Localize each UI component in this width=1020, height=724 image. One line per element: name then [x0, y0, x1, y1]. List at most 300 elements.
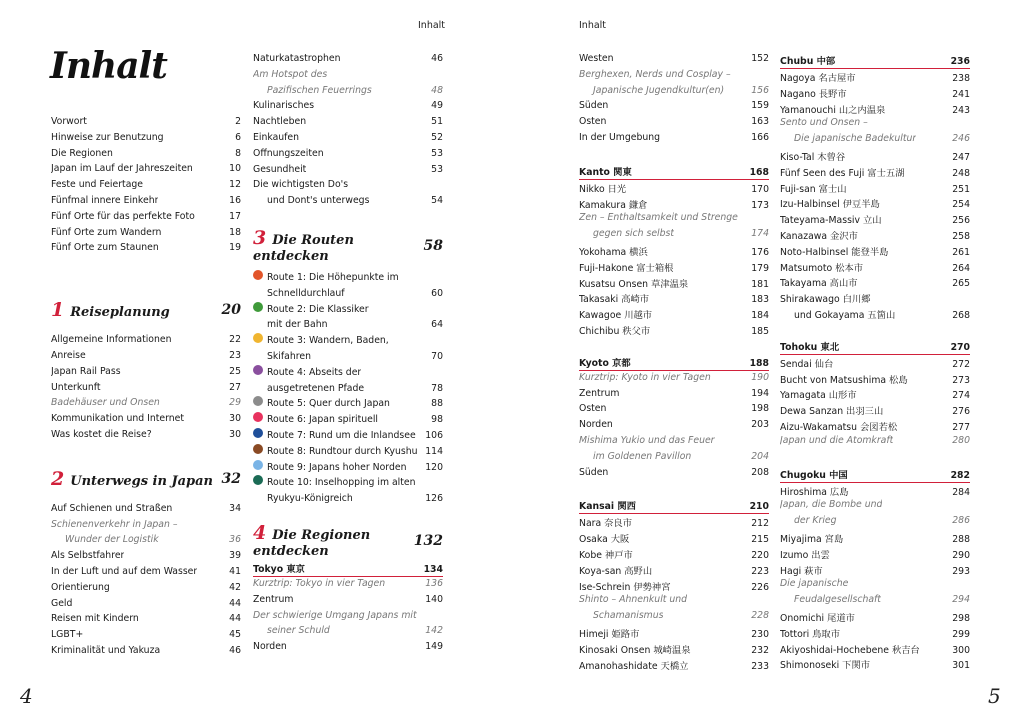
toc-entry-label: Kommunikation und Internet: [51, 413, 185, 425]
toc-entry[interactable]: [579, 372, 769, 388]
toc-entry-label: Die Regionen: [51, 147, 113, 159]
toc-entry[interactable]: [780, 70, 970, 86]
toc-entry[interactable]: [253, 428, 443, 444]
route-color-dot-icon: [253, 302, 263, 312]
toc-entry[interactable]: [780, 372, 970, 388]
toc-entry-label: Kanto 関東: [579, 166, 632, 178]
toc-entry[interactable]: [253, 53, 443, 69]
toc-entry[interactable]: [780, 149, 970, 165]
toc-entry[interactable]: [780, 499, 970, 515]
toc-entry[interactable]: [51, 116, 241, 132]
spacer: [51, 491, 241, 503]
toc-entry[interactable]: [579, 181, 769, 197]
toc-entry[interactable]: [780, 165, 970, 181]
toc-entry-label: Süden: [579, 466, 609, 478]
toc-entry[interactable]: [780, 578, 970, 594]
toc-entry-label: Onomichi 尾道市: [780, 612, 855, 624]
toc-entry[interactable]: [253, 491, 443, 507]
toc-entry-page: 294: [952, 594, 970, 606]
toc-entry[interactable]: [780, 117, 970, 133]
toc-entry-page: 98: [431, 414, 443, 426]
toc-entry-label: Hagi 萩市: [780, 565, 823, 577]
toc-entry[interactable]: [51, 645, 241, 661]
toc-entry-label: Tokyo 東京: [253, 563, 305, 575]
toc-entry[interactable]: [579, 116, 769, 132]
toc-entry-label: Gesundheit: [253, 163, 307, 175]
toc-entry-page: 53: [431, 147, 443, 159]
toc-entry-label: Ise-Schrein 伊勢神宮: [579, 581, 671, 593]
toc-entry[interactable]: [51, 382, 241, 398]
toc-entry[interactable]: [780, 419, 970, 435]
toc-entry-page: 45: [229, 629, 241, 641]
toc-entry-label: Zentrum: [253, 593, 294, 605]
toc-entry[interactable]: [253, 100, 443, 116]
toc-entry-page: 10: [229, 163, 241, 175]
toc-entry-label: Wunder der Logistik: [65, 534, 159, 546]
toc-entry[interactable]: [51, 582, 241, 598]
toc-entry-label: Hinweise zur Benutzung: [51, 131, 164, 143]
toc-entry[interactable]: [51, 566, 241, 582]
toc-entry-page: 185: [751, 325, 769, 337]
toc-entry-label: Izumo 出雲: [780, 549, 830, 561]
toc-entry-label: Feudalgesellschaft: [794, 594, 881, 606]
toc-entry[interactable]: [579, 276, 769, 292]
toc-entry[interactable]: [579, 626, 769, 642]
toc-entry-page: 210: [749, 501, 769, 513]
toc-entry-label: Kusatsu Onsen 草津温泉: [579, 278, 689, 290]
toc-entry-label: Zentrum: [579, 387, 620, 399]
toc-entry[interactable]: [579, 579, 769, 595]
toc-entry-label: Schnelldurchlauf: [267, 287, 345, 299]
toc-entry[interactable]: [253, 302, 443, 318]
toc-entry-page: 173: [751, 199, 769, 211]
toc-entry-label: Route 2: Die Klassiker: [267, 303, 369, 315]
toc-entry-page: 290: [952, 549, 970, 561]
toc-entry[interactable]: [253, 460, 443, 476]
toc-entry-page: 181: [751, 278, 769, 290]
toc-entry-label: mit der Bahn: [267, 319, 328, 331]
toc-entry[interactable]: [579, 132, 769, 148]
toc-entry-page: 233: [751, 660, 769, 672]
spacer: [51, 445, 241, 467]
toc-entry-label: Japan im Lauf der Jahreszeiten: [51, 163, 193, 175]
toc-entry[interactable]: [51, 503, 241, 519]
toc-entry-page: 238: [952, 73, 970, 84]
chapter-heading[interactable]: [253, 227, 443, 265]
toc-entry-label: Berghexen, Nerds und Cosplay –: [579, 68, 731, 80]
toc-entry-label: Chubu 中部: [780, 56, 836, 67]
toc-entry[interactable]: [780, 594, 970, 610]
toc-entry-page: 215: [751, 534, 769, 546]
toc-entry[interactable]: [780, 515, 970, 531]
toc-entry-label: Am Hotspot des: [253, 68, 328, 80]
toc-column-2: [253, 53, 443, 657]
toc-entry-page: 288: [952, 533, 970, 545]
toc-entry-page: 41: [229, 565, 241, 577]
toc-entry-label: Sento und Onsen –: [780, 117, 868, 129]
toc-entry[interactable]: [51, 429, 241, 445]
page-title: Inhalt: [50, 45, 167, 87]
toc-entry-label: Izu-Halbinsel 伊豆半島: [780, 199, 880, 211]
toc-entry-label: Norden: [253, 641, 287, 653]
toc-entry-label: Öffnungszeiten: [253, 147, 324, 159]
toc-entry-page: 170: [751, 183, 769, 195]
toc-entry[interactable]: [253, 85, 443, 101]
toc-entry[interactable]: [780, 531, 970, 547]
toc-entry[interactable]: [780, 291, 970, 307]
toc-entry-page: 301: [952, 660, 970, 672]
toc-entry-label: Aizu-Wakamatsu 会図若松: [780, 421, 898, 433]
toc-entry-page: 134: [423, 563, 443, 575]
toc-entry-label: Norden: [579, 419, 613, 431]
toc-entry-page: 190: [751, 371, 769, 383]
toc-entry[interactable]: [51, 397, 241, 413]
toc-entry[interactable]: [780, 387, 970, 403]
toc-entry[interactable]: [51, 211, 241, 227]
toc-entry-page: 261: [952, 246, 970, 258]
toc-entry-label: Vorwort: [51, 116, 87, 127]
region-heading[interactable]: [579, 498, 769, 514]
toc-entry-label: gegen sich selbst: [593, 228, 675, 240]
toc-entry[interactable]: [579, 563, 769, 579]
toc-entry-page: 136: [425, 577, 443, 589]
route-color-dot-icon: [253, 444, 263, 454]
toc-entry[interactable]: [579, 451, 769, 467]
toc-entry-page: 254: [952, 199, 970, 211]
toc-entry[interactable]: [579, 307, 769, 323]
toc-entry[interactable]: [579, 260, 769, 276]
toc-entry-label: Takasaki 高崎市: [579, 294, 650, 306]
toc-entry-label: Route 1: Die Höhepunkte im: [267, 271, 399, 283]
spacer: [780, 451, 970, 467]
toc-entry-label: Japan Rail Pass: [51, 365, 121, 377]
region-heading[interactable]: [780, 467, 970, 483]
toc-entry-page: 299: [952, 628, 970, 640]
toc-entry-page: 36: [229, 534, 241, 546]
toc-entry-page: 52: [431, 131, 443, 143]
toc-entry-page: 126: [425, 493, 443, 505]
toc-entry-label: Japan, die Bombe und: [780, 499, 883, 511]
page-number-left: 4: [20, 684, 33, 708]
toc-entry-label: Fünf Orte zum Staunen: [51, 242, 159, 254]
toc-entry-page: 18: [229, 226, 241, 238]
toc-entry[interactable]: [253, 270, 443, 286]
toc-entry-page: 212: [751, 518, 769, 530]
toc-entry[interactable]: [51, 366, 241, 382]
toc-entry-page: 16: [229, 194, 241, 206]
region-heading[interactable]: [780, 339, 970, 355]
toc-entry[interactable]: [579, 323, 769, 339]
toc-entry-page: 159: [751, 100, 769, 112]
toc-entry-page: 30: [229, 413, 241, 425]
toc-entry-page: 284: [952, 486, 970, 498]
toc-entry[interactable]: [51, 227, 241, 243]
toc-entry[interactable]: [780, 212, 970, 228]
toc-entry[interactable]: [780, 484, 970, 500]
chapter-number: 2: [51, 467, 65, 490]
toc-entry[interactable]: [253, 317, 443, 333]
toc-entry[interactable]: [579, 403, 769, 419]
toc-entry[interactable]: [253, 69, 443, 85]
toc-entry[interactable]: [253, 132, 443, 148]
toc-entry[interactable]: [253, 365, 443, 381]
toc-entry-page: 176: [751, 246, 769, 258]
toc-entry[interactable]: [780, 260, 970, 276]
toc-entry[interactable]: [579, 53, 769, 69]
chapter-page: 32: [221, 470, 241, 487]
toc-entry-page: 276: [952, 406, 970, 418]
toc-entry[interactable]: [579, 197, 769, 213]
toc-entry[interactable]: [579, 515, 769, 531]
toc-entry[interactable]: [253, 641, 443, 657]
region-heading[interactable]: [579, 355, 769, 371]
toc-entry-page: 142: [425, 625, 443, 637]
spacer: [780, 323, 970, 339]
toc-entry-label: Nara 奈良市: [579, 518, 633, 530]
toc-entry[interactable]: [253, 610, 443, 626]
route-color-dot-icon: [253, 270, 263, 280]
toc-entry-page: 280: [952, 434, 970, 446]
region-heading[interactable]: [780, 53, 970, 69]
chapter-title: Die Routen entdecken: [253, 233, 354, 265]
chapter-heading[interactable]: [253, 522, 443, 560]
toc-entry-page: 265: [952, 278, 970, 290]
toc-entry[interactable]: [253, 148, 443, 164]
toc-entry-page: 168: [749, 166, 769, 178]
route-color-dot-icon: [253, 460, 263, 470]
toc-entry-page: 203: [751, 419, 769, 431]
toc-entry-page: 163: [751, 116, 769, 128]
toc-entry-page: 223: [751, 565, 769, 577]
toc-entry-label: Feste und Feiertage: [51, 179, 144, 191]
toc-entry-page: 70: [431, 350, 443, 362]
toc-entry-label: In der Umgebung: [579, 131, 661, 143]
toc-entry[interactable]: [51, 350, 241, 366]
region-heading[interactable]: [579, 164, 769, 180]
toc-entry[interactable]: [579, 467, 769, 483]
chapter-number: 1: [51, 299, 65, 322]
route-color-dot-icon: [253, 428, 263, 438]
toc-entry[interactable]: [579, 610, 769, 626]
toc-entry-page: 46: [229, 644, 241, 656]
toc-entry[interactable]: [253, 195, 443, 211]
toc-entry[interactable]: [51, 163, 241, 179]
toc-entry[interactable]: [780, 435, 970, 451]
toc-entry-label: Chichibu 秩父市: [579, 325, 651, 337]
toc-entry[interactable]: [780, 307, 970, 323]
toc-entry-label: Kriminalität und Yakuza: [51, 644, 161, 656]
toc-entry[interactable]: [253, 475, 443, 491]
toc-entry-page: 272: [952, 358, 970, 370]
toc-entry[interactable]: [51, 519, 241, 535]
toc-entry-label: Schienenverkehr in Japan –: [51, 518, 178, 530]
chapter-heading[interactable]: [51, 467, 241, 491]
toc-entry[interactable]: [579, 435, 769, 451]
toc-entry[interactable]: [780, 657, 970, 673]
toc-entry[interactable]: [253, 594, 443, 610]
toc-entry-page: 44: [229, 597, 241, 609]
toc-entry-label: Die japanische Badekultur: [794, 133, 917, 145]
toc-entry-label: Fünf Orte für das perfekte Foto: [51, 210, 195, 222]
toc-entry-label: und Gokayama 五箇山: [794, 309, 896, 321]
toc-entry-label: Akiyoshidai-Hochebene 秋吉台: [780, 644, 920, 656]
toc-entry-label: Schamanismus: [593, 610, 664, 622]
toc-entry-label: Fünf Orte zum Wandern: [51, 226, 162, 238]
toc-entry[interactable]: [780, 356, 970, 372]
toc-entry[interactable]: [253, 116, 443, 132]
toc-entry-page: 300: [952, 644, 970, 656]
toc-entry[interactable]: [51, 413, 241, 429]
route-color-dot-icon: [253, 333, 263, 343]
toc-entry-page: 60: [431, 287, 443, 299]
toc-entry[interactable]: [51, 334, 241, 350]
toc-entry-label: Anreise: [51, 349, 86, 361]
toc-entry-page: 264: [952, 262, 970, 274]
toc-entry-label: Unterkunft: [51, 381, 101, 393]
chapter-page: 58: [423, 237, 443, 254]
toc-entry-page: 230: [751, 628, 769, 640]
chapter-number: 3: [253, 227, 267, 250]
chapter-heading[interactable]: [51, 298, 241, 322]
toc-entry[interactable]: [579, 100, 769, 116]
toc-entry[interactable]: [51, 613, 241, 629]
toc-entry[interactable]: [51, 629, 241, 645]
toc-entry-label: Nachtleben: [253, 116, 307, 128]
toc-entry-page: 53: [431, 163, 443, 175]
toc-entry[interactable]: [253, 286, 443, 302]
toc-entry-label: Takayama 高山市: [780, 278, 858, 290]
region-heading[interactable]: [253, 561, 443, 577]
toc-entry-page: 48: [431, 84, 443, 96]
toc-entry[interactable]: [579, 419, 769, 435]
toc-entry[interactable]: [780, 626, 970, 642]
toc-entry-label: seiner Schuld: [267, 625, 330, 637]
toc-entry-page: 273: [952, 374, 970, 386]
toc-entry-page: 152: [751, 53, 769, 64]
toc-entry[interactable]: [253, 625, 443, 641]
toc-entry[interactable]: [51, 179, 241, 195]
toc-entry-label: Badehäuser und Onsen: [51, 397, 160, 409]
toc-entry-label: Hiroshima 広島: [780, 486, 849, 498]
toc-entry-label: Japan und die Atomkraft: [780, 434, 894, 446]
toc-entry-label: Shinto – Ahnenkult und: [579, 594, 688, 606]
toc-entry[interactable]: [51, 598, 241, 614]
toc-entry[interactable]: [780, 133, 970, 149]
toc-entry-page: 6: [235, 131, 241, 143]
toc-entry[interactable]: [579, 69, 769, 85]
toc-entry[interactable]: [579, 642, 769, 658]
toc-entry[interactable]: [780, 547, 970, 563]
toc-entry[interactable]: [51, 148, 241, 164]
toc-entry[interactable]: [253, 381, 443, 397]
toc-entry[interactable]: [579, 658, 769, 674]
toc-entry-label: Route 8: Rundtour durch Kyushu: [267, 445, 418, 457]
toc-entry-label: Dewa Sanzan 出羽三山: [780, 406, 884, 418]
toc-entry[interactable]: [780, 275, 970, 291]
toc-entry[interactable]: [253, 412, 443, 428]
toc-entry-label: Kyoto 京都: [579, 357, 631, 369]
toc-entry-page: 46: [431, 53, 443, 64]
toc-entry[interactable]: [253, 349, 443, 365]
toc-entry[interactable]: [579, 244, 769, 260]
toc-entry-label: Himeji 姫路市: [579, 628, 640, 640]
toc-entry-label: Ryukyu-Königreich: [267, 493, 353, 505]
toc-entry-page: 51: [431, 116, 443, 128]
toc-entry[interactable]: [51, 195, 241, 211]
toc-entry-page: 54: [431, 195, 443, 207]
chapter-title: Die Regionen entdecken: [253, 528, 371, 560]
toc-entry-label: Route 5: Quer durch Japan: [267, 398, 390, 410]
toc-entry-label: Fuji-san 富士山: [780, 183, 847, 195]
toc-entry[interactable]: [780, 563, 970, 579]
toc-entry-label: Tateyama-Massiv 立山: [780, 215, 882, 227]
toc-entry-page: 39: [229, 550, 241, 562]
toc-entry-label: Miyajima 宮島: [780, 533, 844, 545]
toc-entry-page: 208: [751, 466, 769, 478]
toc-entry[interactable]: [780, 610, 970, 626]
toc-entry[interactable]: [780, 642, 970, 658]
toc-entry-label: Bucht von Matsushima 松島: [780, 374, 908, 386]
toc-entry[interactable]: [253, 444, 443, 460]
toc-entry[interactable]: [780, 86, 970, 102]
toc-entry[interactable]: [253, 179, 443, 195]
toc-entry[interactable]: [579, 531, 769, 547]
toc-entry-page: 27: [229, 381, 241, 393]
toc-entry[interactable]: [51, 550, 241, 566]
toc-entry-page: 114: [425, 445, 443, 457]
toc-entry-page: 140: [425, 593, 443, 605]
toc-entry[interactable]: [51, 132, 241, 148]
chapter-title: Reiseplanung: [70, 305, 170, 321]
toc-entry[interactable]: [253, 578, 443, 594]
toc-entry-label: Kamakura 鎌倉: [579, 199, 648, 211]
toc-entry[interactable]: [579, 85, 769, 101]
toc-entry[interactable]: [253, 164, 443, 180]
toc-entry[interactable]: [51, 242, 241, 258]
toc-entry[interactable]: [579, 594, 769, 610]
toc-entry-label: Der schwierige Umgang Japans mit: [253, 609, 417, 621]
toc-entry-label: Kawagoe 川越市: [579, 310, 653, 322]
toc-entry-label: Westen: [579, 53, 614, 64]
toc-entry[interactable]: [579, 212, 769, 228]
toc-entry-label: Mishima Yukio und das Feuer: [579, 434, 715, 446]
toc-entry[interactable]: [780, 181, 970, 197]
toc-entry[interactable]: [253, 396, 443, 412]
toc-entry-page: 247: [952, 151, 970, 163]
toc-entry[interactable]: [780, 244, 970, 260]
toc-entry-page: 30: [229, 428, 241, 440]
toc-entry[interactable]: [780, 403, 970, 419]
toc-entry[interactable]: [780, 102, 970, 118]
toc-entry[interactable]: [253, 333, 443, 349]
toc-entry[interactable]: [780, 228, 970, 244]
toc-entry[interactable]: [579, 388, 769, 404]
toc-entry-label: Japanische Jugendkultur(en): [593, 84, 725, 96]
chapter-title: Unterwegs in Japan: [70, 473, 213, 489]
toc-entry[interactable]: [579, 291, 769, 307]
toc-entry[interactable]: [780, 196, 970, 212]
toc-entry-label: Matsumoto 松本市: [780, 262, 864, 274]
toc-entry-page: 277: [952, 421, 970, 433]
toc-entry[interactable]: [51, 534, 241, 550]
toc-entry-page: 226: [751, 581, 769, 593]
toc-entry[interactable]: [579, 547, 769, 563]
toc-entry-label: Kinosaki Onsen 城崎温泉: [579, 644, 691, 656]
toc-entry-label: Nikko 日光: [579, 183, 627, 195]
toc-entry[interactable]: [579, 228, 769, 244]
toc-entry-page: 204: [751, 450, 769, 462]
toc-entry-label: im Goldenen Pavillon: [593, 450, 692, 462]
